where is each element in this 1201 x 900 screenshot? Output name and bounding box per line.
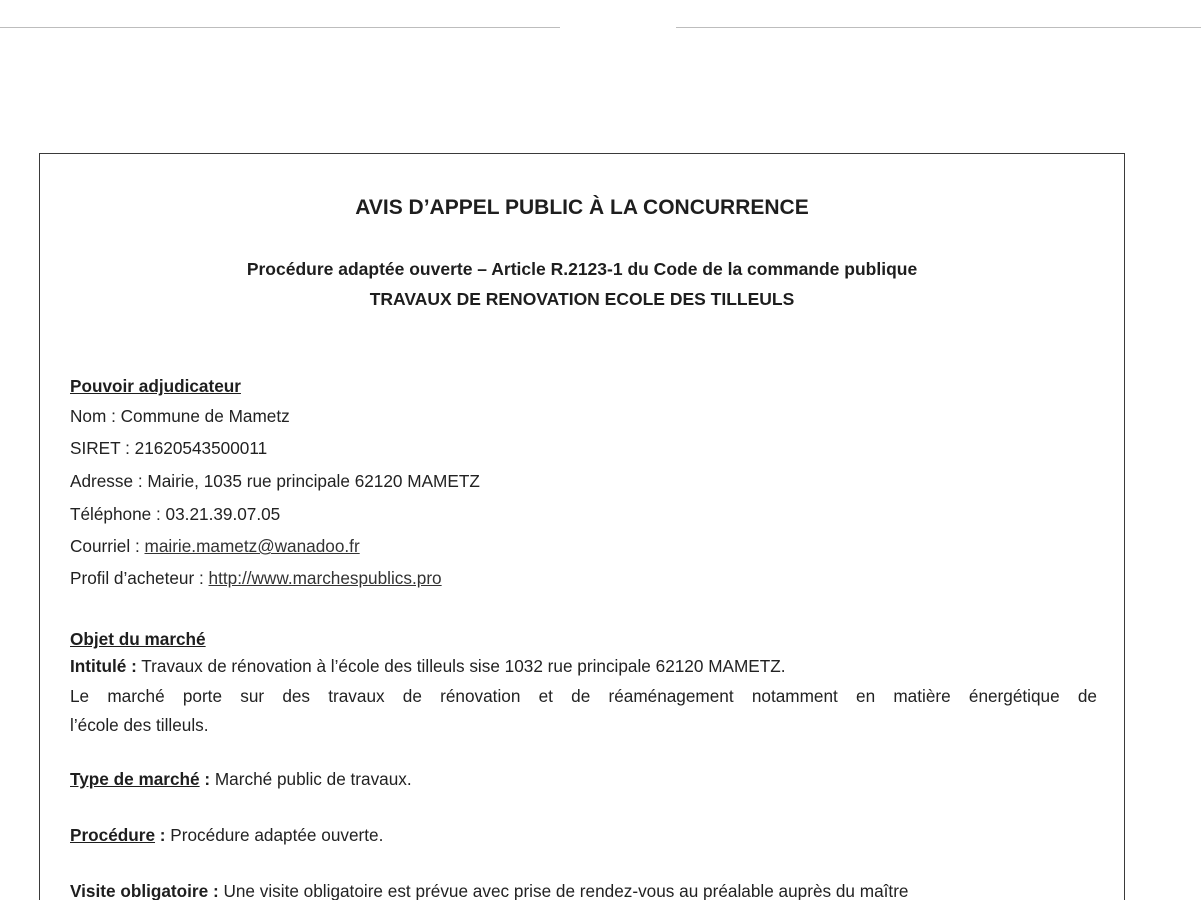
type-marche-text: Marché public de travaux. <box>210 769 412 789</box>
objet-heading <box>70 629 206 650</box>
objet-description-line2: l’école des tilleuls. <box>70 715 209 735</box>
scan-top-line-right <box>676 27 1201 28</box>
buyer-email-row <box>70 536 360 557</box>
type-marche-label: Type de marché <box>70 769 200 789</box>
profile-link[interactable]: http://www.marchespublics.pro <box>208 568 442 588</box>
procedure-label: Procédure <box>70 825 156 845</box>
notice-title: AVIS D’APPEL PUBLIC À LA CONCURRENCE <box>355 196 809 219</box>
visite-text: Une visite obligatoire est prévue avec prise de rendez-vous au préalable auprès du maître <box>218 881 909 900</box>
procedure-text: Procédure adaptée ouverte. <box>165 825 384 845</box>
pouvoir-adjudicateur-heading <box>70 376 241 397</box>
type-marche-row <box>70 769 412 790</box>
visite-label: Visite obligatoire : <box>70 881 219 900</box>
buyer-phone: Téléphone : 03.21.39.07.05 <box>70 504 281 524</box>
intitule-text: Travaux de rénovation à l’école des tilleuls sise 1032 rue principale 62120 MAMETZ. <box>136 656 786 676</box>
procedure-separator: : <box>155 825 166 845</box>
buyer-address: Adresse : Mairie, 1035 rue principale 62120 MAMETZ <box>70 471 480 491</box>
type-marche-separator: : <box>199 769 211 789</box>
scan-top-line-left <box>0 27 560 28</box>
objet-description-line1: Le marché porte sur des travaux de rénovation et de réaménagement notamment en matière énergétique de <box>70 686 1097 706</box>
profile-label: Profil d’acheteur : <box>70 568 209 588</box>
intitule-label: Intitulé : <box>70 656 137 676</box>
procedure-row <box>70 825 383 846</box>
buyer-siret: SIRET : 21620543500011 <box>70 438 268 458</box>
buyer-name: Nom : Commune de Mametz <box>70 406 290 426</box>
section-heading: Pouvoir adjudicateur <box>70 376 241 396</box>
notice-subtitle-procedure: Procédure adaptée ouverte – Article R.2123-1 du Code de la commande publique <box>246 259 918 279</box>
section-heading: Objet du marché <box>70 629 206 649</box>
notice-subtitle-works: TRAVAUX DE RENOVATION ECOLE DES TILLEULS <box>369 289 795 309</box>
visite-row <box>70 881 908 900</box>
email-link[interactable]: mairie.mametz@wanadoo.fr <box>144 536 360 556</box>
email-label: Courriel : <box>70 536 145 556</box>
buyer-profile-row <box>70 568 442 589</box>
objet-intitule-row <box>70 656 786 677</box>
